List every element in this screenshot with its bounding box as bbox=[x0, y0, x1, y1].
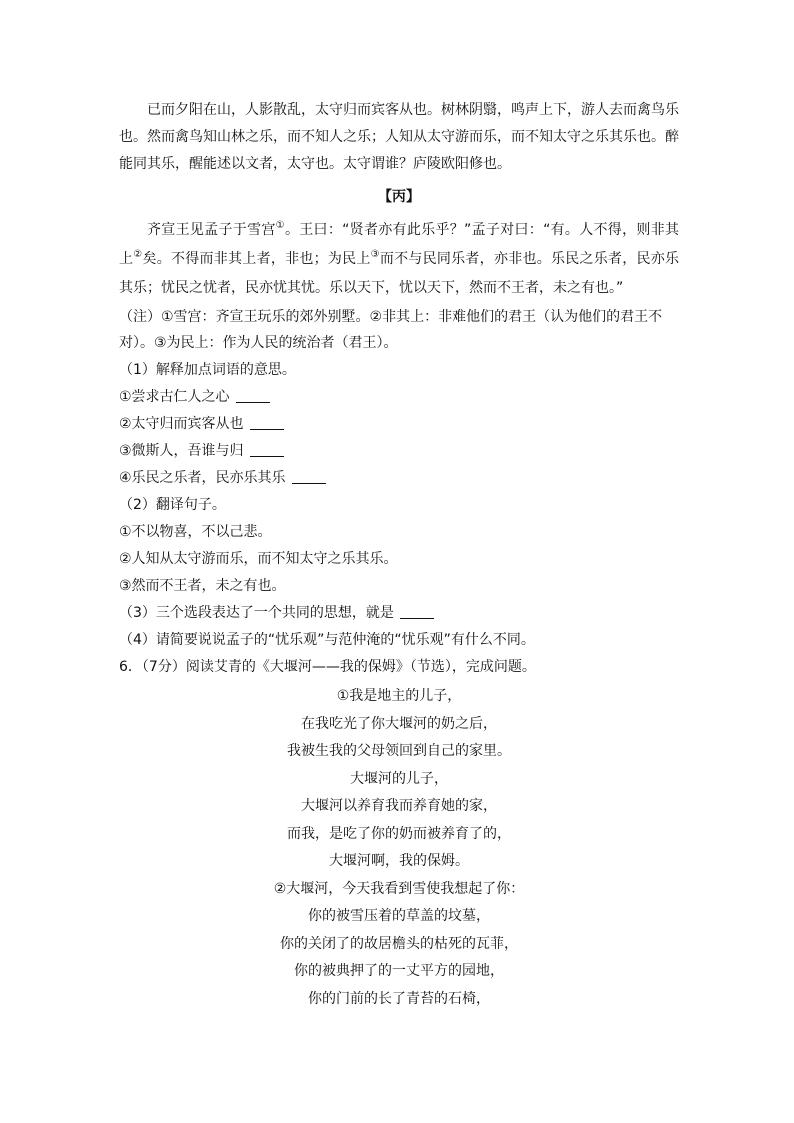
question-1-title: （1）解释加点词语的意思。 bbox=[119, 362, 296, 378]
poem-line: ②大堰河，今天我看到雪使我想起了你： bbox=[273, 880, 525, 897]
poem-line: 而我，是吃了你的奶而被养育了的， bbox=[287, 825, 511, 842]
poem-line: 你的被雪压着的草盖的坟墓， bbox=[308, 908, 490, 924]
poem-line: 大堰河啊，我的保姆。 bbox=[329, 853, 469, 869]
poem-line: ①我是地主的儿子， bbox=[336, 688, 462, 704]
question-1-item-3: ③微斯人，吾谁与归 bbox=[119, 438, 679, 465]
question-4: （4）请简要说说孟子的“忧乐观”与范仲淹的“忧乐观”有什么不同。 bbox=[119, 632, 535, 648]
poem-line: 你的被典押了的一丈平方的园地， bbox=[294, 963, 504, 979]
poem-line: 我被生我的父母领回到自己的家里。 bbox=[287, 743, 511, 759]
footnote-marker-2: ② bbox=[133, 249, 143, 260]
poem-line: 在我吃光了你大堰河的奶之后， bbox=[301, 715, 497, 732]
passage-bing-text-c: 矣。不得而非其上者，非也；为民上 bbox=[142, 251, 371, 267]
passage-bing bbox=[119, 216, 679, 303]
passage-bing-text-a: 齐宣王见孟子于雪宫 bbox=[147, 222, 276, 238]
passage-bing-text-d: 而不与民同乐者，亦非也。乐民之乐者，民亦乐其乐；忧民之忧者，民亦忧其忧。乐以天下，忧以天下，然而不王者，未之有也。” bbox=[119, 251, 680, 296]
answer-blank bbox=[250, 442, 284, 457]
poem-line: 你的关闭了的故居檐头的枯死的瓦菲， bbox=[280, 935, 518, 952]
question-1-item-1: ①尝求古仁人之心 bbox=[119, 384, 679, 411]
question-1-item-2: ②太守归而宾客从也 bbox=[119, 411, 679, 438]
passage-bing-text-b: 。王曰：“贤者亦有此乐乎？”孟子对曰：“有。人不得，则非其上 bbox=[119, 222, 679, 267]
question-2-item-1: ①不以物喜，不以己悲。 bbox=[119, 524, 272, 540]
passage-bing-paragraph bbox=[119, 216, 679, 303]
answer-blank bbox=[250, 415, 284, 430]
passage-yi bbox=[119, 97, 679, 178]
passage-yi-paragraph: 已而夕阳在山，人影散乱，太守归而宾客从也。树林阴翳，鸣声上下，游人去而禽鸟乐也。然而禽鸟知山林之乐，而不知人之乐；人知从太守游而乐，而不知太守之乐其乐也。醉能同其乐，醒能述以文者，太守也。太守谓谁？庐陵欧阳修也。 bbox=[119, 102, 679, 172]
question-2-title: （2）翻译句子。 bbox=[119, 497, 226, 513]
question-1-item-4: ④乐民之乐者，民亦乐其乐 bbox=[119, 465, 679, 492]
poem-line: 大堰河的儿子， bbox=[350, 770, 448, 787]
answer-blank bbox=[400, 604, 434, 619]
poem-excerpt bbox=[119, 683, 679, 1013]
section-title-bing: 【丙】 bbox=[378, 189, 420, 205]
poem-line: 大堰河以养育我而养育她的家， bbox=[301, 798, 497, 814]
answer-blank bbox=[292, 469, 326, 484]
question-2-item-3: ③然而不王者，未之有也。 bbox=[119, 578, 286, 594]
answer-blank bbox=[236, 388, 270, 403]
question-2-item-2: ②人知从太守游而乐，而不知太守之乐其乐。 bbox=[119, 551, 398, 567]
question-6-heading: 6．（7分）阅读艾青的《大堰河——我的保姆》（节选），完成问题。 bbox=[119, 659, 536, 675]
annotation-note: （注）①雪宫：齐宣王玩乐的郊外别墅。②非其上：非难他们的君王（认为他们的君王不对）。③为民上：作为人民的统治者（君王）。 bbox=[119, 309, 663, 351]
footnote-marker-1: ① bbox=[275, 220, 285, 231]
footnote-marker-3: ③ bbox=[370, 249, 380, 260]
poem-line: 你的门前的长了青苔的石椅， bbox=[308, 990, 490, 1007]
question-3: （3）三个选段表达了一个共同的思想，就是 bbox=[119, 600, 679, 627]
question-list bbox=[119, 357, 679, 681]
